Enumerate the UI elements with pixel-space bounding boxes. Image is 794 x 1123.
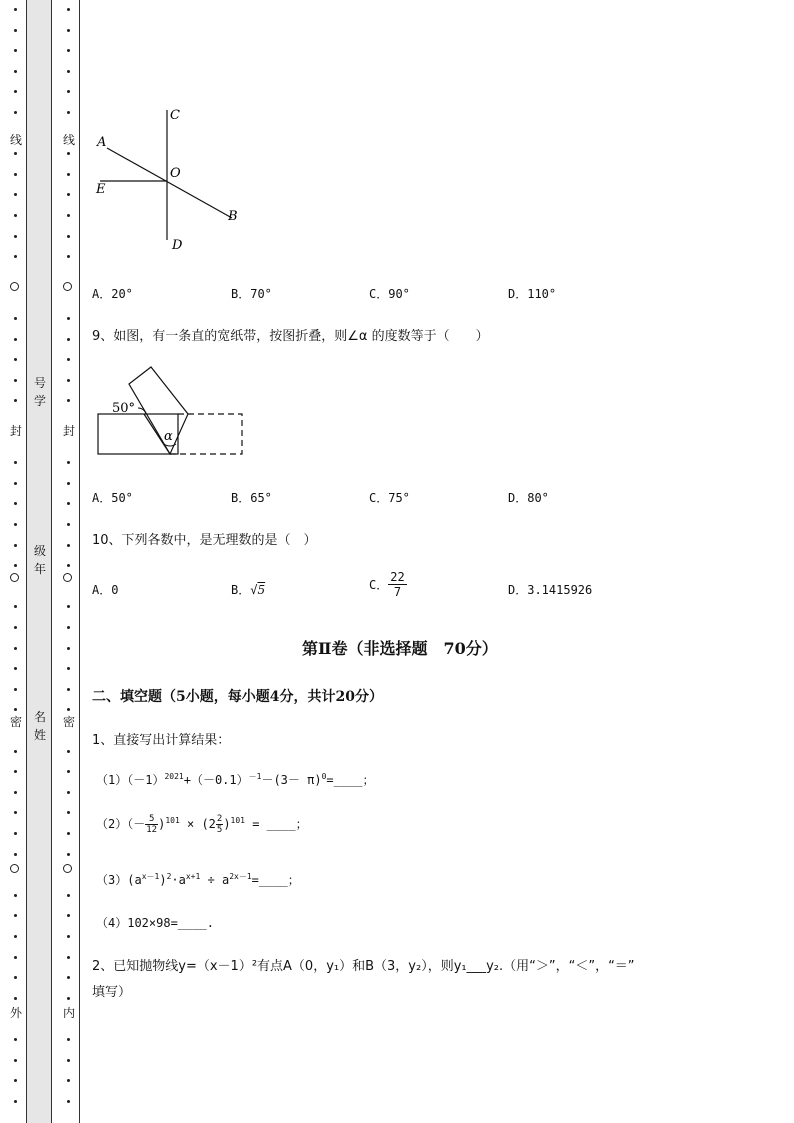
seal-dot xyxy=(14,544,17,547)
exponent: 2x－1 xyxy=(229,872,252,881)
name-label xyxy=(27,708,53,744)
seal-dot xyxy=(67,914,70,917)
fill1-item3 xyxy=(96,871,300,888)
seal-dot xyxy=(14,317,17,320)
seal-dot xyxy=(14,502,17,505)
seal-dot xyxy=(67,214,70,217)
seal-dot xyxy=(14,358,17,361)
seal-circle-icon xyxy=(10,573,19,582)
seal-dot xyxy=(67,255,70,258)
angle-50-label: 50° xyxy=(112,401,136,416)
seal-dot xyxy=(67,235,70,238)
expr-part: ) xyxy=(159,873,167,887)
seal-dot xyxy=(14,853,17,856)
seal-dot xyxy=(67,688,70,691)
expr-part: ) xyxy=(158,817,166,831)
fraction-denominator: 12 xyxy=(146,825,158,835)
seal-dot xyxy=(14,832,17,835)
seal-dot xyxy=(14,688,17,691)
seal-dot xyxy=(67,894,70,897)
exponent: 101 xyxy=(165,816,180,825)
seal-dot xyxy=(14,193,17,196)
expr-part: ÷ a xyxy=(200,873,230,887)
seal-dot xyxy=(14,1059,17,1062)
grade-label xyxy=(27,542,53,578)
exponent: 2021 xyxy=(164,772,184,781)
q10-option-a: A．0 xyxy=(92,583,119,597)
seal-dot xyxy=(67,770,70,773)
exponent: －1 xyxy=(248,772,262,781)
q9-option-b: B．65° xyxy=(231,491,272,505)
folded-part xyxy=(129,367,188,454)
seal-dot xyxy=(67,8,70,11)
line-ab xyxy=(107,148,232,218)
seal-dot xyxy=(67,956,70,959)
inner-seal-label: 内 xyxy=(62,1006,75,1020)
outer-seal-label: 密 xyxy=(9,715,22,729)
seal-dot xyxy=(67,338,70,341)
seal-dot xyxy=(67,811,70,814)
seal-dot xyxy=(14,626,17,629)
label-c: C xyxy=(170,108,180,123)
expr-part: =____； xyxy=(251,873,300,887)
fill1-item1 xyxy=(96,771,375,788)
student-info-gutter xyxy=(26,0,52,1123)
seal-dot xyxy=(67,193,70,196)
seal-dot xyxy=(14,152,17,155)
q9-option-a: A．50° xyxy=(92,491,133,505)
angle-arc-50 xyxy=(138,408,146,414)
seal-dot xyxy=(67,647,70,650)
label-o: O xyxy=(170,166,181,181)
seal-dot xyxy=(67,935,70,938)
seal-dot xyxy=(14,29,17,32)
angle-alpha-label: α xyxy=(164,429,173,444)
seal-dot xyxy=(14,1079,17,1082)
seal-dot xyxy=(14,399,17,402)
seal-dot xyxy=(14,811,17,814)
fraction-5-12 xyxy=(145,814,158,835)
exponent: 0 xyxy=(321,772,327,781)
seal-dot xyxy=(67,379,70,382)
margin-rule xyxy=(79,0,80,1123)
seal-dot xyxy=(67,791,70,794)
seal-dot xyxy=(67,152,70,155)
strip-dashed xyxy=(170,414,242,454)
seal-dot xyxy=(14,894,17,897)
outer-seal-label: 外 xyxy=(9,1006,22,1020)
outer-seal-label: 封 xyxy=(9,424,22,438)
fraction-22-7 xyxy=(388,570,406,599)
fraction-denominator: 7 xyxy=(393,585,402,599)
seal-dot xyxy=(67,1038,70,1041)
seal-dot xyxy=(67,976,70,979)
q8-option-d: D．110° xyxy=(508,287,557,301)
seal-dot xyxy=(14,379,17,382)
figure-q9-folded-strip xyxy=(96,362,246,462)
seal-circle-icon xyxy=(63,864,72,873)
q10-stem: 10、下列各数中，是无理数的是（ ） xyxy=(92,533,317,548)
sqrt-sign: √ xyxy=(250,583,258,597)
seal-dot xyxy=(14,70,17,73)
seal-dot xyxy=(67,708,70,711)
label-e: E xyxy=(96,182,106,197)
seal-dot xyxy=(14,214,17,217)
outer-seal-label: 线 xyxy=(9,133,22,147)
seal-dot xyxy=(67,750,70,753)
section-2-title: 二、填空题（5小题，每小题4分，共计20分） xyxy=(92,689,383,705)
q8-option-a: A．20° xyxy=(92,287,133,301)
seal-dot xyxy=(14,461,17,464)
field-char: 名 xyxy=(33,710,46,724)
seal-dot xyxy=(14,667,17,670)
inner-seal-label: 线 xyxy=(62,133,75,147)
seal-circle-icon xyxy=(63,282,72,291)
expr-part: +（－0.1） xyxy=(183,773,249,787)
seal-dot xyxy=(67,626,70,629)
seal-dot xyxy=(14,523,17,526)
inner-seal-label: 密 xyxy=(62,715,75,729)
seal-dot xyxy=(67,29,70,32)
label-d: D xyxy=(172,238,183,253)
expr-part: = ____； xyxy=(245,817,308,831)
expr-part: －(3－ π) xyxy=(261,773,322,787)
field-char: 年 xyxy=(33,562,46,576)
inner-seal-column xyxy=(59,0,79,1123)
seal-dot xyxy=(67,461,70,464)
seal-dot xyxy=(14,564,17,567)
seal-dot xyxy=(14,976,17,979)
seal-dot xyxy=(67,502,70,505)
option-b-prefix: B． xyxy=(231,583,251,597)
field-char: 姓 xyxy=(33,728,46,742)
seal-dot xyxy=(67,605,70,608)
field-char: 学 xyxy=(33,394,46,408)
expr-part: （2）（－ xyxy=(96,817,146,831)
option-c-prefix: C． xyxy=(369,578,389,592)
exponent: x+1 xyxy=(185,872,201,881)
q10-option-c xyxy=(369,570,407,599)
expr-part: ·a xyxy=(171,873,186,887)
seal-dot xyxy=(67,111,70,114)
seal-dot xyxy=(67,173,70,176)
seal-dot xyxy=(67,358,70,361)
binding-margin xyxy=(0,0,80,1123)
q10-option-d: D．3.1415926 xyxy=(508,583,593,597)
fraction-numerator: 5 xyxy=(145,814,158,825)
fraction-numerator: 2 xyxy=(216,814,223,824)
field-char: 级 xyxy=(33,544,46,558)
q8-option-c: C．90° xyxy=(369,287,410,301)
seal-dot xyxy=(14,647,17,650)
seal-circle-icon xyxy=(10,282,19,291)
seal-circle-icon xyxy=(63,573,72,582)
seal-dot xyxy=(14,1100,17,1103)
seal-dot xyxy=(67,1079,70,1082)
seal-dot xyxy=(67,544,70,547)
seal-dot xyxy=(14,605,17,608)
exponent: 2 xyxy=(166,872,172,881)
label-b: B xyxy=(228,209,238,224)
seal-dot xyxy=(67,482,70,485)
seal-dot xyxy=(14,791,17,794)
outer-seal-column xyxy=(6,0,26,1123)
q9-option-c: C．75° xyxy=(369,491,410,505)
fill2-line2: 填写） xyxy=(92,985,132,1000)
seal-dot xyxy=(14,914,17,917)
q9-option-d: D．80° xyxy=(508,491,549,505)
expr-part: =____； xyxy=(326,773,375,787)
seal-dot xyxy=(67,667,70,670)
q10-option-b xyxy=(231,581,265,598)
seal-dot xyxy=(67,317,70,320)
fill1-item4: （4）102×98=____. xyxy=(96,916,214,930)
fill2-line1: 2、已知抛物线y=（x－1）²有点A（0，y₁）和B（3，y₂），则y₁___y₂.（用“＞”，“＜”，“＝” xyxy=(92,959,635,974)
seal-dot xyxy=(14,1038,17,1041)
seal-dot xyxy=(67,399,70,402)
seal-dot xyxy=(14,173,17,176)
seal-dot xyxy=(67,997,70,1000)
seal-dot xyxy=(14,708,17,711)
seal-dot xyxy=(14,482,17,485)
fraction-denominator: 5 xyxy=(216,825,223,835)
seal-dot xyxy=(67,70,70,73)
seal-dot xyxy=(67,564,70,567)
expr-part: ) xyxy=(223,817,231,831)
sqrt-radicand: 5 xyxy=(257,583,266,597)
seal-dot xyxy=(67,49,70,52)
field-char: 号 xyxy=(33,376,46,390)
seal-dot xyxy=(14,255,17,258)
seal-dot xyxy=(14,750,17,753)
seal-dot xyxy=(67,832,70,835)
part-2-title: 第Ⅱ卷（非选择题 70分） xyxy=(302,639,498,658)
label-a: A xyxy=(97,135,107,150)
fill1-item2 xyxy=(96,814,308,835)
fill1-stem: 1、直接写出计算结果： xyxy=(92,733,231,748)
exponent: x－1 xyxy=(141,872,160,881)
inner-seal-label: 封 xyxy=(62,424,75,438)
seal-dot xyxy=(14,235,17,238)
seal-dot xyxy=(67,523,70,526)
seal-circle-icon xyxy=(10,864,19,873)
figure-q8-lines xyxy=(92,100,262,260)
seal-dot xyxy=(67,1059,70,1062)
expr-part: （3）(a xyxy=(96,873,142,887)
seal-dot xyxy=(14,8,17,11)
seal-dot xyxy=(14,770,17,773)
exponent: 101 xyxy=(230,816,245,825)
expr-part: （1）（－1） xyxy=(96,773,165,787)
seal-dot xyxy=(14,338,17,341)
seal-dot xyxy=(14,111,17,114)
seal-dot xyxy=(14,935,17,938)
q9-stem: 9、如图，有一条直的宽纸带，按图折叠，则∠α 的度数等于（ ） xyxy=(92,329,489,344)
fraction-numerator: 22 xyxy=(390,570,405,584)
seal-dot xyxy=(14,956,17,959)
seal-dot xyxy=(67,90,70,93)
student-number-label xyxy=(27,374,53,410)
seal-dot xyxy=(14,90,17,93)
q8-option-b: B．70° xyxy=(231,287,272,301)
seal-dot xyxy=(67,1100,70,1103)
seal-dot xyxy=(67,853,70,856)
seal-dot xyxy=(14,49,17,52)
expr-part: × (2 xyxy=(179,817,216,831)
seal-dot xyxy=(14,997,17,1000)
